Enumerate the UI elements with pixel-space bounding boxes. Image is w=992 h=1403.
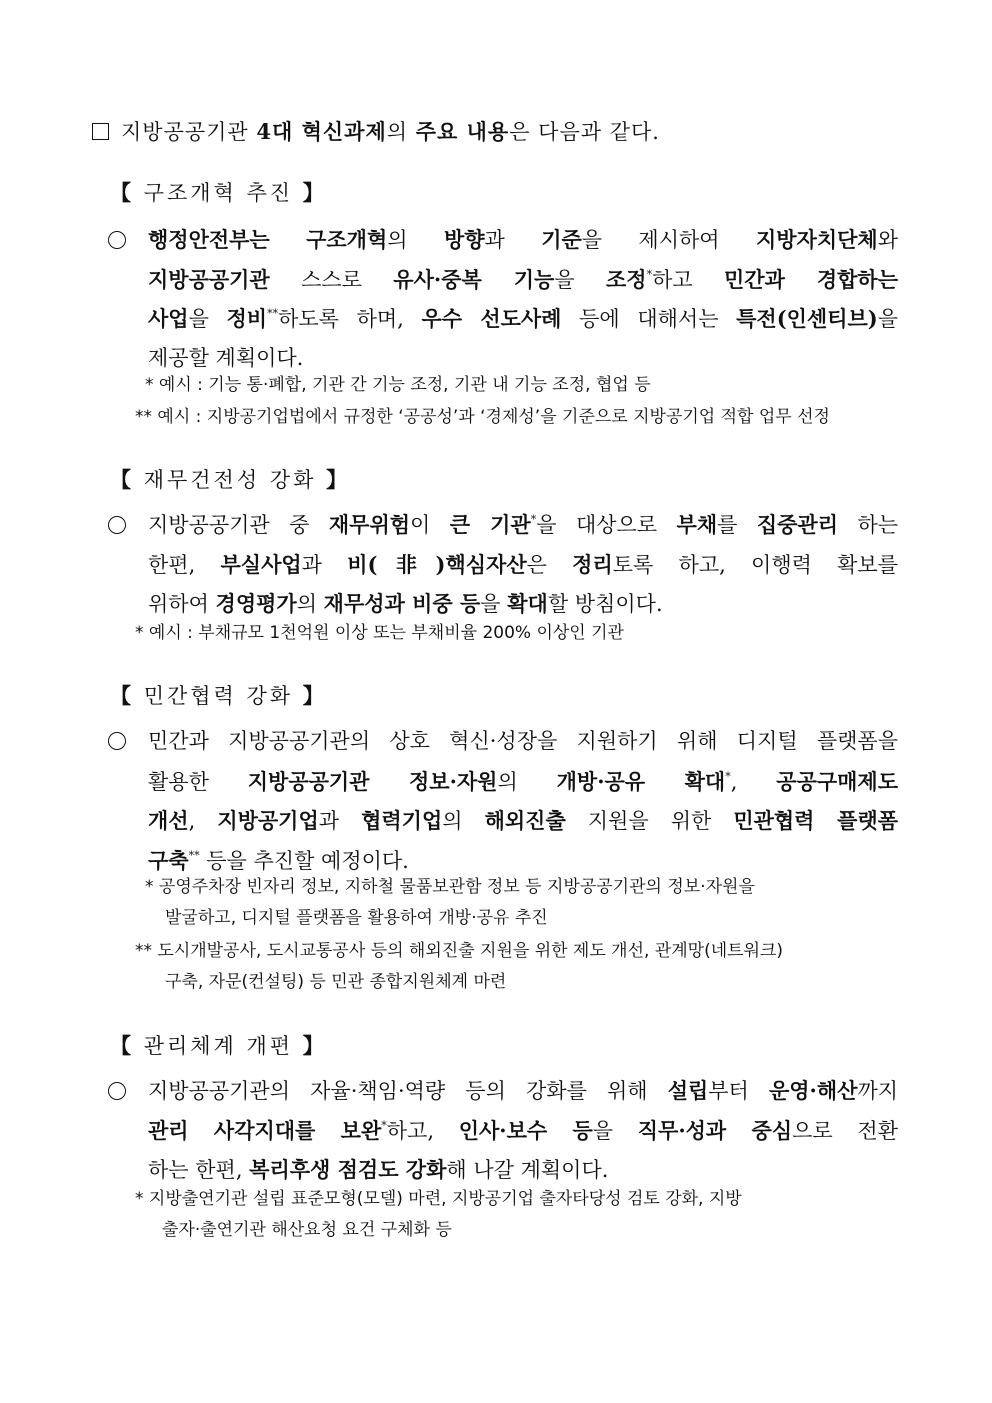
square-bullet-icon: [92, 123, 109, 140]
body-text: 활용한: [148, 769, 248, 794]
body-text: 의: [387, 228, 444, 252]
emphasis-text: 해외진출: [484, 808, 566, 833]
body-text: 이: [410, 513, 450, 537]
paragraph-line: [108, 505, 898, 545]
paragraph: [108, 505, 898, 624]
bracket-close: 】: [302, 1033, 327, 1058]
emphasis-text: 부채: [676, 512, 718, 537]
emphasis-text: 재무성과 비중 등: [323, 591, 481, 616]
bracket-open: 【: [110, 1033, 134, 1058]
emphasis-text: 집중관리: [756, 512, 838, 537]
body-text: 하는 한편,: [148, 1158, 250, 1182]
paragraph-line: [108, 762, 898, 802]
body-text: 하고: [652, 267, 724, 292]
body-text: 지방공공기관의 자율·책임·역량 등의 강화를 위해: [148, 1079, 668, 1103]
intro-text: 지방공공기관: [121, 120, 257, 144]
body-text: 을: [877, 307, 899, 331]
emphasis-text: 민간과 경합하는: [724, 266, 898, 292]
body-text: 등을 추진할 예정이다.: [199, 848, 409, 873]
footnote-line: ** 도시개발공사, 도시교통공사 등의 해외진출 지원을 위한 제도 개선, 관계망(네트워크): [135, 941, 784, 961]
body-text: 을: [188, 307, 227, 331]
footnote: [135, 936, 783, 998]
bracket-close: 】: [302, 180, 327, 205]
paragraph-line: [108, 299, 898, 339]
bracket-close: 】: [302, 683, 327, 708]
body-text: 위하여: [148, 592, 216, 616]
emphasis-text: 사업: [148, 306, 189, 331]
intro-bold-text: 주요 내용: [415, 119, 510, 144]
footnote-marker: *: [381, 1118, 387, 1132]
paragraph: [108, 722, 898, 880]
body-text: 을 제시하여: [581, 228, 756, 252]
paragraph-line: [108, 722, 898, 762]
body-text: 민간과 지방공공기관의 상호 혁신·성장을 지원하기 위해 디지털 플랫폼을: [148, 729, 898, 753]
section-heading: [110, 464, 350, 494]
emphasis-text: 지방공공기관: [148, 266, 270, 292]
emphasis-text: 정리: [572, 551, 613, 577]
body-text: 을: [554, 267, 606, 292]
emphasis-text: 인사·보수 등: [458, 1117, 593, 1143]
section-heading: [110, 177, 327, 207]
paragraph-line: [108, 1071, 898, 1111]
footnote-line: * 공영주차장 빈자리 정보, 지하철 물품보관함 정보 등 지방공공기관의 정보·자원을: [145, 877, 755, 897]
section-title: 민간협력 강화: [143, 684, 294, 708]
emphasis-text: 민관협력 플랫폼: [733, 808, 899, 833]
section-heading: [110, 1030, 327, 1060]
paragraph-line: [108, 545, 898, 585]
body-text: 를: [717, 513, 757, 537]
body-text: 하고,: [386, 1118, 459, 1143]
body-text: 을: [592, 1118, 638, 1143]
emphasis-text: 지방공공기관 정보·자원: [247, 768, 498, 794]
emphasis-text: 큰 기관: [449, 512, 531, 537]
emphasis-text: 구조개혁: [306, 227, 388, 252]
emphasis-text: 특전(인센티브): [736, 306, 878, 331]
footnote: [135, 1184, 742, 1246]
footnote-marker: *: [646, 267, 653, 281]
body-text: 의: [296, 592, 324, 616]
bracket-open: 【: [110, 683, 134, 708]
body-text: 스스로: [269, 267, 394, 292]
footnote-marker: **: [188, 848, 200, 862]
footnote-marker: **: [267, 307, 279, 320]
section-title: 재무건전성 강화: [143, 468, 317, 492]
body-text: 하는: [838, 513, 899, 537]
body-text: 으로 전환: [792, 1118, 898, 1143]
emphasis-text: 기준: [541, 227, 582, 252]
emphasis-text: 설립: [667, 1078, 709, 1103]
body-text: 은: [526, 552, 573, 577]
body-text: 과: [301, 552, 348, 577]
body-text: 과: [318, 809, 362, 833]
paragraph: [108, 220, 898, 378]
section-title: 구조개혁 추진: [143, 181, 294, 205]
body-text: ,: [730, 769, 777, 794]
footnote: * 예시 : 기능 통·폐합, 기관 간 기능 조정, 기관 내 기능 조정, 협업 등: [145, 375, 651, 395]
emphasis-text: 운영·해산: [768, 1078, 858, 1103]
emphasis-text: 부실사업: [220, 551, 302, 577]
body-text: 한편,: [148, 552, 221, 577]
emphasis-text: 비(非)핵심자산: [347, 551, 527, 577]
section-heading: [110, 680, 327, 710]
emphasis-text: 정비: [226, 306, 268, 331]
footnote-line: 구축, 자문(컨설팅) 등 민관 종합지원체계 마련: [165, 972, 507, 992]
emphasis-text: 유사·중복 기능: [393, 266, 555, 292]
footnote: [145, 872, 755, 934]
body-text: 의: [442, 809, 485, 833]
intro-text: 의: [386, 120, 416, 144]
paragraph-line: [108, 1111, 898, 1151]
paragraph: [108, 1071, 898, 1190]
paragraph-line: [108, 260, 898, 300]
footnote-line: 출자·출연기관 해산요청 요건 구체화 등: [162, 1220, 452, 1240]
emphasis-text: 조정: [605, 266, 647, 292]
body-text: 까지: [857, 1079, 899, 1103]
body-text: 과: [484, 228, 542, 252]
body-text: 등에 대해서는: [561, 307, 737, 331]
emphasis-text: 지방공기업: [217, 808, 319, 833]
body-text: 하도록 하며,: [278, 307, 422, 331]
emphasis-text: 개선: [148, 808, 189, 833]
body-text: 토록 하고, 이행력 확보를: [612, 552, 898, 577]
bracket-open: 【: [110, 180, 134, 205]
emphasis-text: 재무위험: [328, 512, 411, 537]
body-text: 의: [497, 769, 557, 794]
emphasis-text: 우수 선도사례: [421, 306, 562, 331]
body-text: 와: [877, 228, 898, 252]
circle-bullet-icon: [108, 221, 148, 261]
footnote-marker: *: [530, 513, 537, 526]
section-title: 관리체계 개편: [143, 1034, 294, 1058]
body-text: 제공할 계획이다.: [148, 345, 304, 370]
footnote-line: * 지방출연기관 설립 표준모형(모델) 마련, 지방공기업 출자타당성 검토 강화, 지방: [135, 1189, 742, 1209]
footnote-line: 발굴하고, 디지털 플랫폼을 활용하여 개방·공유 추진: [165, 908, 548, 928]
body-text: 부터: [708, 1079, 769, 1103]
body-text: 을: [480, 592, 508, 616]
footnote: * 예시 : 부채규모 1천억원 이상 또는 부채비율 200% 이상인 기관: [135, 623, 624, 643]
emphasis-text: 개방·공유 확대: [556, 768, 726, 794]
emphasis-text: 관리 사각지대를 보완: [148, 1117, 382, 1143]
emphasis-text: 확대: [507, 591, 548, 616]
body-text: 해 나갈 계획이다.: [446, 1158, 609, 1182]
circle-bullet-icon: [108, 722, 148, 762]
paragraph-line: [108, 220, 898, 260]
body-text: 할 방침이다.: [547, 592, 663, 616]
circle-bullet-icon: [108, 506, 148, 546]
bracket-close: 】: [326, 467, 351, 492]
body-text: [270, 228, 306, 252]
emphasis-text: 직무·성과 중심: [637, 1117, 793, 1143]
body-text: ,: [188, 809, 218, 833]
emphasis-text: 구축: [148, 847, 189, 873]
bracket-open: 【: [110, 467, 134, 492]
circle-bullet-icon: [108, 1072, 148, 1112]
emphasis-text: 행정안전부는: [148, 227, 270, 252]
body-text: 지방공공기관 중: [148, 513, 329, 537]
intro-line: [92, 116, 660, 146]
body-text: 지원을 위한: [565, 809, 734, 833]
emphasis-text: 복리후생 점검도 강화: [249, 1157, 447, 1182]
intro-text: 은 다음과 같다.: [509, 120, 660, 144]
intro-bold-text: 4대 혁신과제: [256, 119, 387, 144]
emphasis-text: 협력기업: [361, 808, 443, 833]
paragraph-line: [108, 801, 898, 841]
footnote-marker: *: [725, 769, 731, 783]
emphasis-text: 지방자치단체: [755, 227, 878, 252]
emphasis-text: 경영평가: [215, 591, 297, 616]
emphasis-text: 공공구매제도: [776, 768, 898, 794]
emphasis-text: 방향: [443, 227, 485, 252]
footnote: ** 예시 : 지방공기업법에서 규정한 ‘공공성’과 ‘경제성’을 기준으로 지방공기업 적합 업무 선정: [135, 407, 830, 427]
body-text: 을 대상으로: [536, 513, 677, 537]
